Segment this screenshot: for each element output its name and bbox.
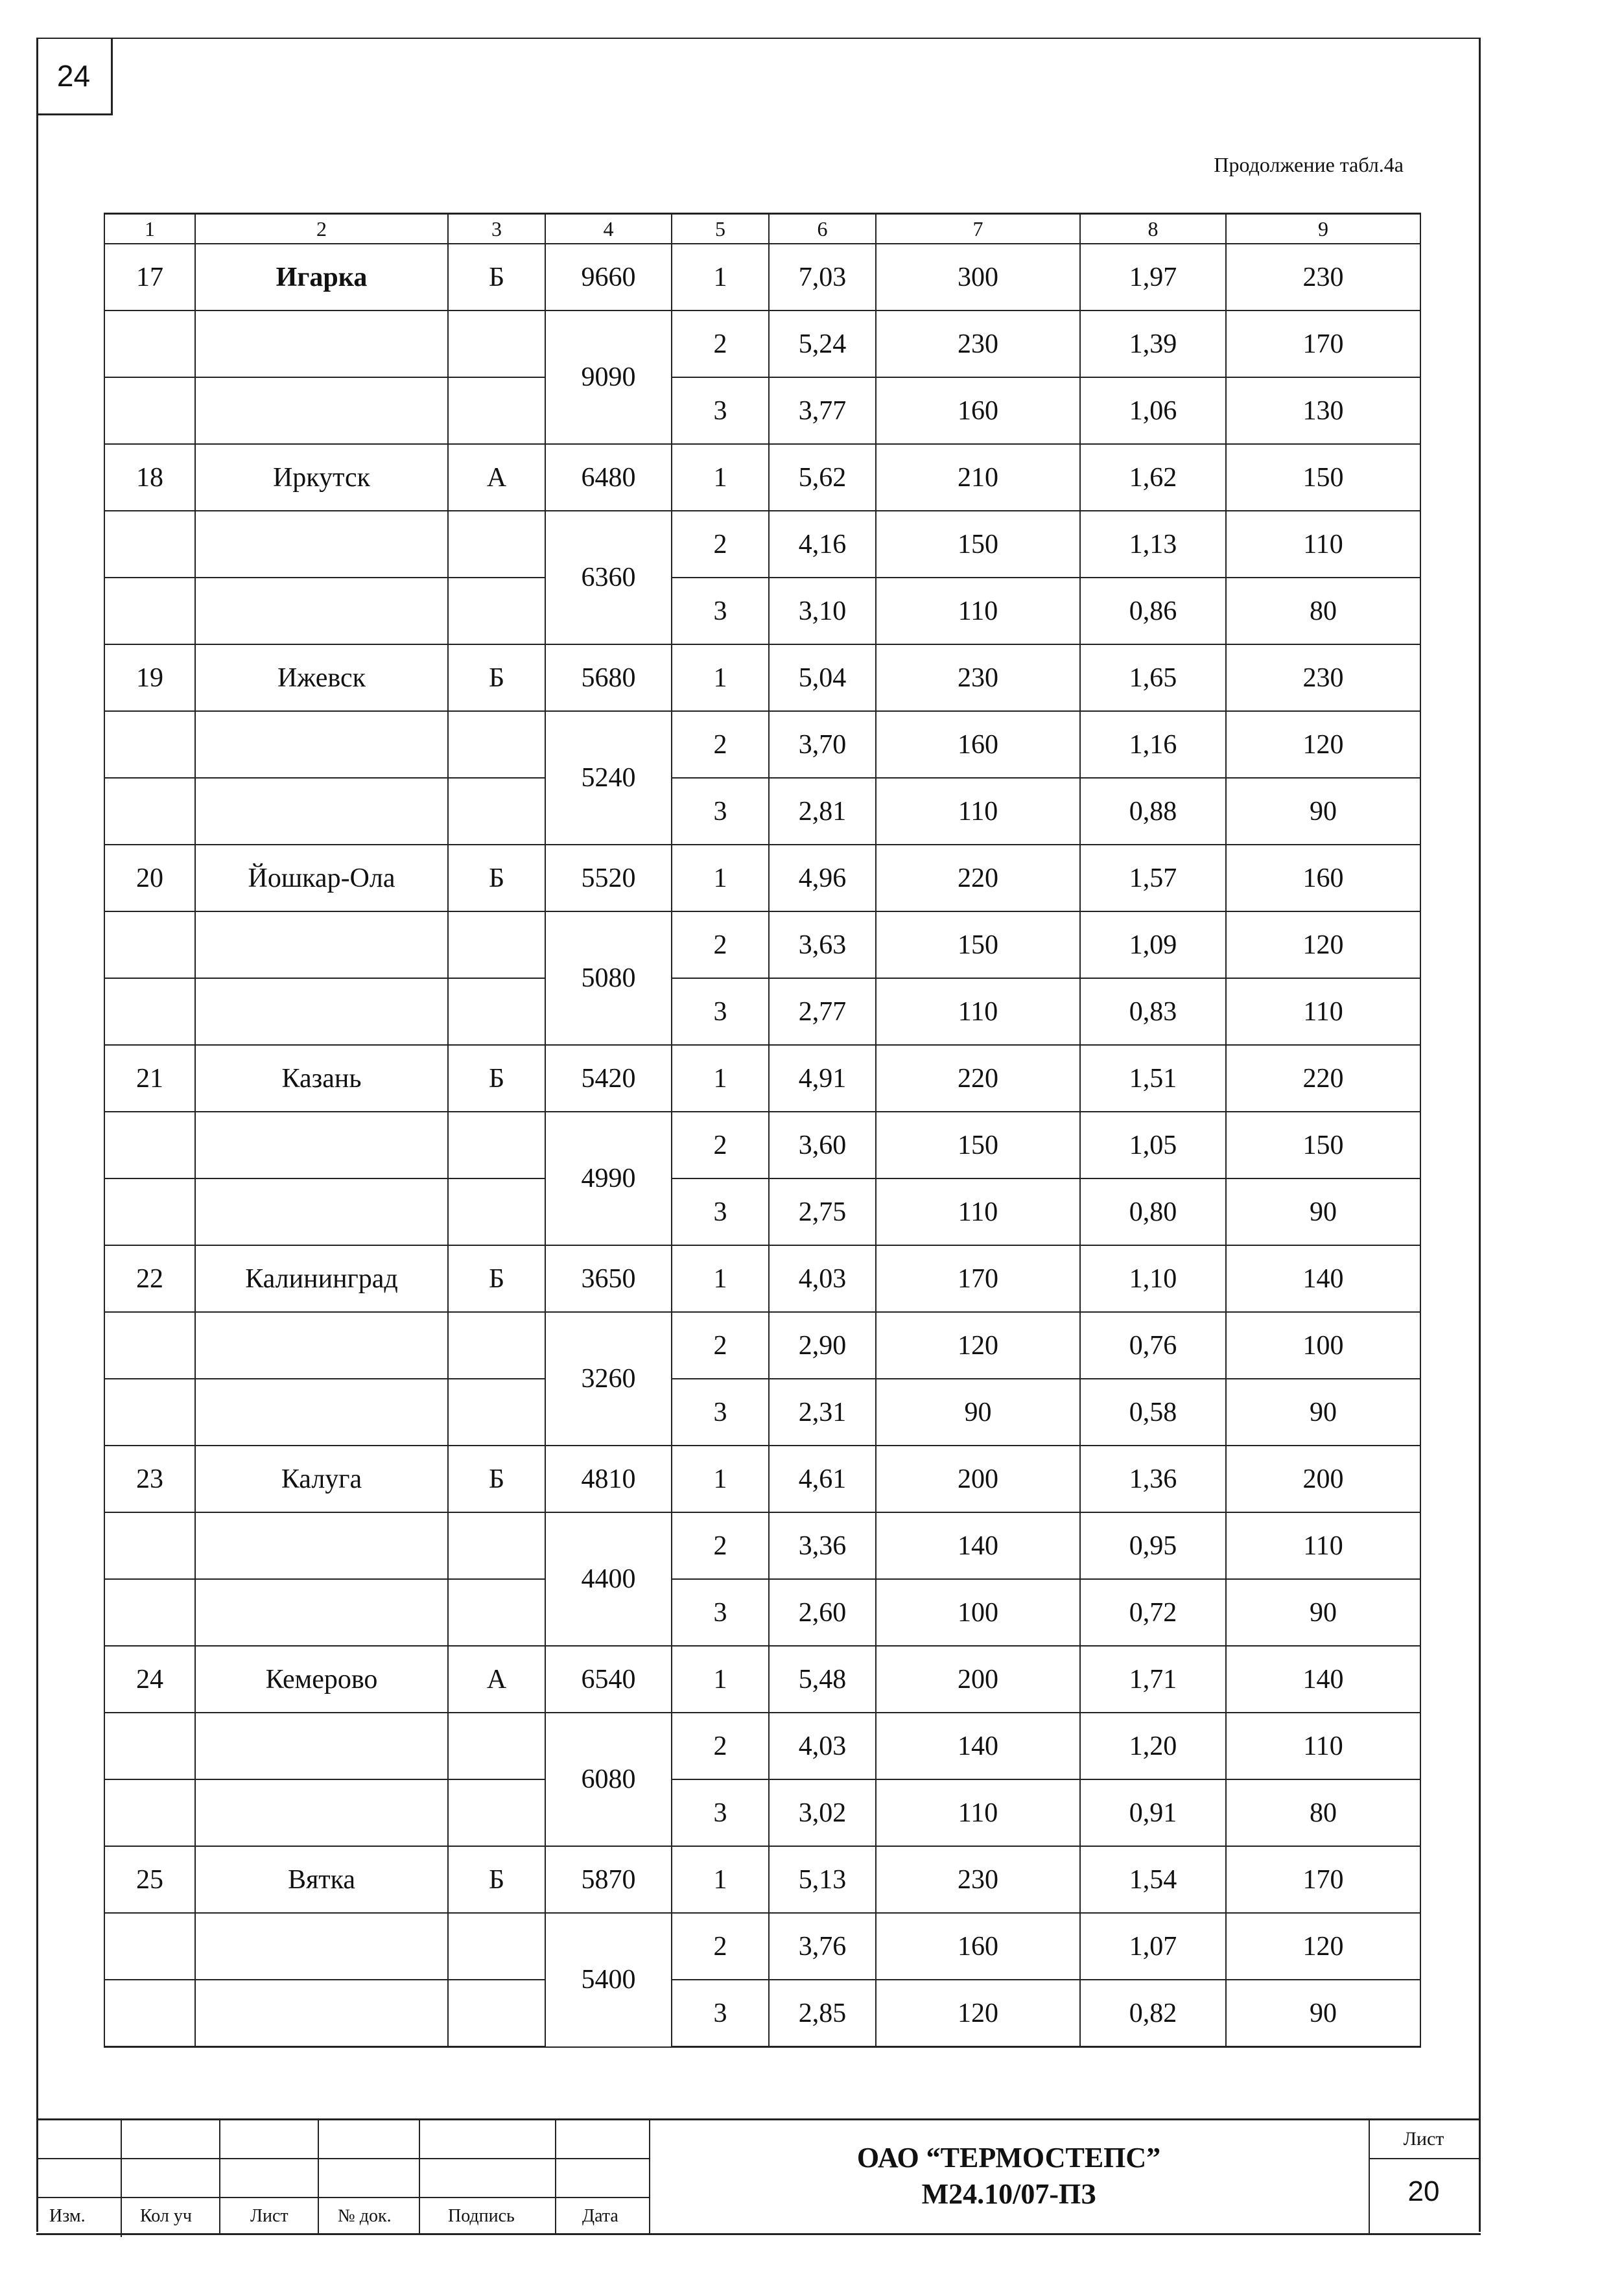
stamp-line (555, 2120, 556, 2233)
empty-cell (448, 978, 545, 1045)
degree-days-cell: 6080 (545, 1713, 672, 1846)
stamp-line (36, 2197, 649, 2198)
title-block (36, 2118, 1481, 2235)
empty-cell (104, 1713, 195, 1779)
degree-days-cell: 5080 (545, 911, 672, 1045)
value-cell: 3 (672, 1980, 769, 2047)
value-cell: 2 (672, 1112, 769, 1178)
empty-cell (195, 1112, 448, 1178)
document-code: М24.10/07-ПЗ (921, 2178, 1096, 2210)
value-cell: 1,10 (1080, 1245, 1226, 1312)
value-cell: 120 (1226, 1913, 1420, 1980)
value-cell: 100 (876, 1579, 1080, 1646)
value-cell: 4,91 (769, 1045, 876, 1112)
value-cell: 3,60 (769, 1112, 876, 1178)
value-cell: 2,81 (769, 778, 876, 845)
empty-cell (448, 711, 545, 778)
empty-cell (104, 1512, 195, 1579)
value-cell: 2 (672, 311, 769, 377)
value-cell: 3 (672, 1379, 769, 1446)
degree-days-cell: 4810 (545, 1446, 672, 1512)
table-row (104, 1178, 1420, 1245)
header-cell: 8 (1080, 214, 1226, 244)
value-cell: 3 (672, 578, 769, 644)
value-cell: 1,05 (1080, 1112, 1226, 1178)
value-cell: 2 (672, 1713, 769, 1779)
empty-cell (104, 1913, 195, 1980)
value-cell: 1,20 (1080, 1713, 1226, 1779)
table-row (104, 1379, 1420, 1446)
value-cell: 150 (876, 911, 1080, 978)
value-cell: 1 (672, 1245, 769, 1312)
empty-cell (104, 1312, 195, 1379)
value-cell: 5,13 (769, 1846, 876, 1913)
value-cell: 1 (672, 1045, 769, 1112)
stamp-label-signature: Подпись (448, 2206, 515, 2226)
value-cell: 170 (876, 1245, 1080, 1312)
value-cell: 220 (1226, 1045, 1420, 1112)
value-cell: 1,09 (1080, 911, 1226, 978)
value-cell: 230 (1226, 644, 1420, 711)
value-cell: 2,75 (769, 1178, 876, 1245)
degree-days-cell: 5240 (545, 711, 672, 845)
header-cell: 9 (1226, 214, 1420, 244)
value-cell: 2,90 (769, 1312, 876, 1379)
table-row (104, 1312, 1420, 1379)
value-cell: 2,60 (769, 1579, 876, 1646)
value-cell: 130 (1226, 377, 1420, 444)
degree-days-cell: 6360 (545, 511, 672, 644)
empty-cell (448, 1913, 545, 1980)
value-cell: 90 (876, 1379, 1080, 1446)
empty-cell (195, 311, 448, 377)
empty-cell (195, 711, 448, 778)
empty-cell (448, 1980, 545, 2047)
empty-cell (448, 1379, 545, 1446)
value-cell: 0,58 (1080, 1379, 1226, 1446)
degree-days-cell: 3650 (545, 1245, 672, 1312)
value-cell: 2 (672, 1312, 769, 1379)
value-cell: 90 (1226, 1980, 1420, 2047)
value-cell: 220 (876, 1045, 1080, 1112)
empty-cell (104, 911, 195, 978)
table-row (104, 1045, 1420, 1112)
value-cell: 0,88 (1080, 778, 1226, 845)
value-cell: 80 (1226, 578, 1420, 644)
empty-cell (195, 1713, 448, 1779)
table-row (104, 1579, 1420, 1646)
value-cell: 1,62 (1080, 444, 1226, 511)
empty-cell (448, 1312, 545, 1379)
degree-days-cell: 4990 (545, 1112, 672, 1245)
empty-cell (448, 1112, 545, 1178)
value-cell: 5,24 (769, 311, 876, 377)
header-cell: 3 (448, 214, 545, 244)
value-cell: 2 (672, 711, 769, 778)
organization-name: ОАО “ТЕРМОСТЕПС” (856, 2142, 1161, 2174)
value-cell: 120 (1226, 711, 1420, 778)
empty-cell (195, 1913, 448, 1980)
degree-days-cell: 5420 (545, 1045, 672, 1112)
value-cell: 0,82 (1080, 1980, 1226, 2047)
value-cell: 110 (1226, 1512, 1420, 1579)
stamp-line (318, 2120, 319, 2233)
value-cell: 300 (876, 244, 1080, 311)
table-row (104, 1446, 1420, 1512)
value-cell: 3,76 (769, 1913, 876, 1980)
empty-cell (448, 311, 545, 377)
value-cell: 1,16 (1080, 711, 1226, 778)
value-cell: 3 (672, 978, 769, 1045)
value-cell: 200 (876, 1446, 1080, 1512)
value-cell: 140 (1226, 1646, 1420, 1713)
degree-days-cell: 5400 (545, 1913, 672, 2047)
value-cell: 90 (1226, 1178, 1420, 1245)
stamp-line (219, 2120, 220, 2233)
empty-cell (448, 911, 545, 978)
degree-days-cell: 5680 (545, 644, 672, 711)
row-number: 22 (104, 1245, 195, 1312)
table-row (104, 377, 1420, 444)
value-cell: 200 (1226, 1446, 1420, 1512)
table-row (104, 444, 1420, 511)
table-row (104, 1713, 1420, 1779)
table-row (104, 711, 1420, 778)
table-row (104, 778, 1420, 845)
value-cell: 1,54 (1080, 1846, 1226, 1913)
value-cell: 160 (1226, 845, 1420, 911)
value-cell: 1 (672, 644, 769, 711)
value-cell: 110 (1226, 978, 1420, 1045)
value-cell: 100 (1226, 1312, 1420, 1379)
table-row (104, 911, 1420, 978)
value-cell: 140 (876, 1512, 1080, 1579)
value-cell: 0,91 (1080, 1779, 1226, 1846)
table-row (104, 978, 1420, 1045)
value-cell: 3,63 (769, 911, 876, 978)
value-cell: 2 (672, 1512, 769, 1579)
zone-cell: Б (448, 244, 545, 311)
value-cell: 1 (672, 845, 769, 911)
stamp-label-sheet: Лист (250, 2206, 288, 2226)
value-cell: 1 (672, 244, 769, 311)
empty-cell (195, 1312, 448, 1379)
stamp-line (36, 2158, 649, 2159)
empty-cell (448, 1178, 545, 1245)
value-cell: 110 (876, 578, 1080, 644)
value-cell: 1,07 (1080, 1913, 1226, 1980)
zone-cell: Б (448, 1245, 545, 1312)
city-name: Кемерово (195, 1646, 448, 1713)
header-cell: 4 (545, 214, 672, 244)
value-cell: 1 (672, 1846, 769, 1913)
value-cell: 2,31 (769, 1379, 876, 1446)
value-cell: 0,76 (1080, 1312, 1226, 1379)
value-cell: 90 (1226, 778, 1420, 845)
table-row (104, 1512, 1420, 1579)
empty-cell (195, 1178, 448, 1245)
empty-cell (448, 511, 545, 578)
value-cell: 110 (1226, 1713, 1420, 1779)
table-row (104, 1112, 1420, 1178)
stamp-line (419, 2120, 420, 2233)
value-cell: 5,62 (769, 444, 876, 511)
sheet-number: 20 (1407, 2175, 1440, 2207)
zone-cell: Б (448, 1446, 545, 1512)
empty-cell (104, 711, 195, 778)
header-cell: 2 (195, 214, 448, 244)
value-cell: 0,95 (1080, 1512, 1226, 1579)
value-cell: 2,77 (769, 978, 876, 1045)
value-cell: 1,71 (1080, 1646, 1226, 1713)
value-cell: 1 (672, 1646, 769, 1713)
stamp-label-count: Кол уч (140, 2206, 192, 2226)
empty-cell (195, 911, 448, 978)
value-cell: 200 (876, 1646, 1080, 1713)
header-row (104, 214, 1420, 244)
value-cell: 2,85 (769, 1980, 876, 2047)
value-cell: 3 (672, 377, 769, 444)
value-cell: 3 (672, 1178, 769, 1245)
row-number: 23 (104, 1446, 195, 1512)
empty-cell (104, 978, 195, 1045)
degree-days-cell: 3260 (545, 1312, 672, 1446)
city-name: Иркутск (195, 444, 448, 511)
header-cell: 6 (769, 214, 876, 244)
value-cell: 2 (672, 511, 769, 578)
value-cell: 220 (876, 845, 1080, 911)
empty-cell (104, 1178, 195, 1245)
table-continuation-caption: Продолжение табл.4а (1214, 153, 1404, 176)
organization-block (649, 2140, 1369, 2212)
value-cell: 150 (1226, 444, 1420, 511)
value-cell: 4,03 (769, 1713, 876, 1779)
value-cell: 3 (672, 778, 769, 845)
value-cell: 1,06 (1080, 377, 1226, 444)
table-row (104, 1913, 1420, 1980)
city-name: Игарка (195, 244, 448, 311)
page-number: 24 (36, 38, 113, 115)
value-cell: 1 (672, 1446, 769, 1512)
header-cell: 7 (876, 214, 1080, 244)
value-cell: 160 (876, 377, 1080, 444)
value-cell: 110 (1226, 511, 1420, 578)
value-cell: 140 (876, 1713, 1080, 1779)
empty-cell (448, 1713, 545, 1779)
value-cell: 120 (876, 1980, 1080, 2047)
degree-days-cell: 4400 (545, 1512, 672, 1646)
value-cell: 150 (876, 511, 1080, 578)
value-cell: 170 (1226, 311, 1420, 377)
empty-cell (195, 778, 448, 845)
degree-days-cell: 9090 (545, 311, 672, 444)
data-table (104, 213, 1421, 2048)
value-cell: 80 (1226, 1779, 1420, 1846)
row-number: 24 (104, 1646, 195, 1713)
value-cell: 90 (1226, 1379, 1420, 1446)
zone-cell: А (448, 444, 545, 511)
empty-cell (448, 1779, 545, 1846)
value-cell: 3,70 (769, 711, 876, 778)
table-row (104, 644, 1420, 711)
value-cell: 120 (876, 1312, 1080, 1379)
value-cell: 2 (672, 1913, 769, 1980)
stamp-line (1369, 2158, 1481, 2159)
value-cell: 160 (876, 1913, 1080, 1980)
empty-cell (195, 1579, 448, 1646)
empty-cell (195, 978, 448, 1045)
value-cell: 5,04 (769, 644, 876, 711)
city-name: Калуга (195, 1446, 448, 1512)
row-number: 25 (104, 1846, 195, 1913)
table-row (104, 311, 1420, 377)
empty-cell (448, 578, 545, 644)
city-name: Калининград (195, 1245, 448, 1312)
empty-cell (104, 1379, 195, 1446)
value-cell: 0,72 (1080, 1579, 1226, 1646)
value-cell: 1,97 (1080, 244, 1226, 311)
row-number: 17 (104, 244, 195, 311)
empty-cell (104, 578, 195, 644)
row-number: 18 (104, 444, 195, 511)
value-cell: 4,16 (769, 511, 876, 578)
stamp-label-doc: № док. (338, 2206, 392, 2226)
empty-cell (195, 511, 448, 578)
stamp-label-change: Изм. (49, 2206, 86, 2226)
value-cell: 120 (1226, 911, 1420, 978)
table-row (104, 244, 1420, 311)
degree-days-cell: 6480 (545, 444, 672, 511)
table-row (104, 1245, 1420, 1312)
value-cell: 2 (672, 911, 769, 978)
stamp-label-date: Дата (582, 2206, 618, 2226)
empty-cell (104, 511, 195, 578)
value-cell: 1,36 (1080, 1446, 1226, 1512)
value-cell: 150 (1226, 1112, 1420, 1178)
value-cell: 4,61 (769, 1446, 876, 1512)
degree-days-cell: 9660 (545, 244, 672, 311)
degree-days-cell: 5870 (545, 1846, 672, 1913)
table-row (104, 1646, 1420, 1713)
zone-cell: Б (448, 1045, 545, 1112)
empty-cell (448, 377, 545, 444)
degree-days-cell: 6540 (545, 1646, 672, 1713)
empty-cell (195, 1379, 448, 1446)
value-cell: 3,77 (769, 377, 876, 444)
table-row (104, 1980, 1420, 2047)
value-cell: 230 (876, 311, 1080, 377)
value-cell: 230 (876, 644, 1080, 711)
city-name: Казань (195, 1045, 448, 1112)
empty-cell (104, 1579, 195, 1646)
value-cell: 3,36 (769, 1512, 876, 1579)
value-cell: 110 (876, 778, 1080, 845)
zone-cell: Б (448, 845, 545, 911)
row-number: 20 (104, 845, 195, 911)
row-number: 19 (104, 644, 195, 711)
zone-cell: Б (448, 644, 545, 711)
value-cell: 170 (1226, 1846, 1420, 1913)
table-row (104, 845, 1420, 911)
value-cell: 0,86 (1080, 578, 1226, 644)
value-cell: 0,80 (1080, 1178, 1226, 1245)
value-cell: 1,57 (1080, 845, 1226, 911)
table-row (104, 1846, 1420, 1913)
degree-days-cell: 5520 (545, 845, 672, 911)
value-cell: 0,83 (1080, 978, 1226, 1045)
value-cell: 3 (672, 1579, 769, 1646)
value-cell: 1 (672, 444, 769, 511)
value-cell: 110 (876, 978, 1080, 1045)
value-cell: 5,48 (769, 1646, 876, 1713)
table-row (104, 578, 1420, 644)
empty-cell (104, 311, 195, 377)
empty-cell (104, 377, 195, 444)
value-cell: 4,96 (769, 845, 876, 911)
empty-cell (195, 578, 448, 644)
value-cell: 110 (876, 1178, 1080, 1245)
value-cell: 3 (672, 1779, 769, 1846)
value-cell: 1,13 (1080, 511, 1226, 578)
value-cell: 1,51 (1080, 1045, 1226, 1112)
value-cell: 110 (876, 1779, 1080, 1846)
city-name: Вятка (195, 1846, 448, 1913)
value-cell: 4,03 (769, 1245, 876, 1312)
value-cell: 90 (1226, 1579, 1420, 1646)
value-cell: 210 (876, 444, 1080, 511)
header-cell: 5 (672, 214, 769, 244)
city-name: Ижевск (195, 644, 448, 711)
value-cell: 3,02 (769, 1779, 876, 1846)
value-cell: 230 (1226, 244, 1420, 311)
empty-cell (195, 1779, 448, 1846)
stamp-line (121, 2120, 122, 2237)
value-cell: 230 (876, 1846, 1080, 1913)
row-number: 21 (104, 1045, 195, 1112)
value-cell: 3,10 (769, 578, 876, 644)
value-cell: 7,03 (769, 244, 876, 311)
table-row (104, 511, 1420, 578)
sheet-label: Лист (1403, 2128, 1444, 2150)
value-cell: 160 (876, 711, 1080, 778)
empty-cell (448, 1579, 545, 1646)
header-cell: 1 (104, 214, 195, 244)
empty-cell (195, 1980, 448, 2047)
empty-cell (104, 778, 195, 845)
empty-cell (448, 778, 545, 845)
zone-cell: Б (448, 1846, 545, 1913)
value-cell: 150 (876, 1112, 1080, 1178)
empty-cell (104, 1112, 195, 1178)
empty-cell (448, 1512, 545, 1579)
city-name: Йошкар-Ола (195, 845, 448, 911)
table-row (104, 1779, 1420, 1846)
value-cell: 1,65 (1080, 644, 1226, 711)
value-cell: 140 (1226, 1245, 1420, 1312)
empty-cell (195, 377, 448, 444)
empty-cell (104, 1779, 195, 1846)
zone-cell: А (448, 1646, 545, 1713)
empty-cell (104, 1980, 195, 2047)
empty-cell (195, 1512, 448, 1579)
value-cell: 1,39 (1080, 311, 1226, 377)
